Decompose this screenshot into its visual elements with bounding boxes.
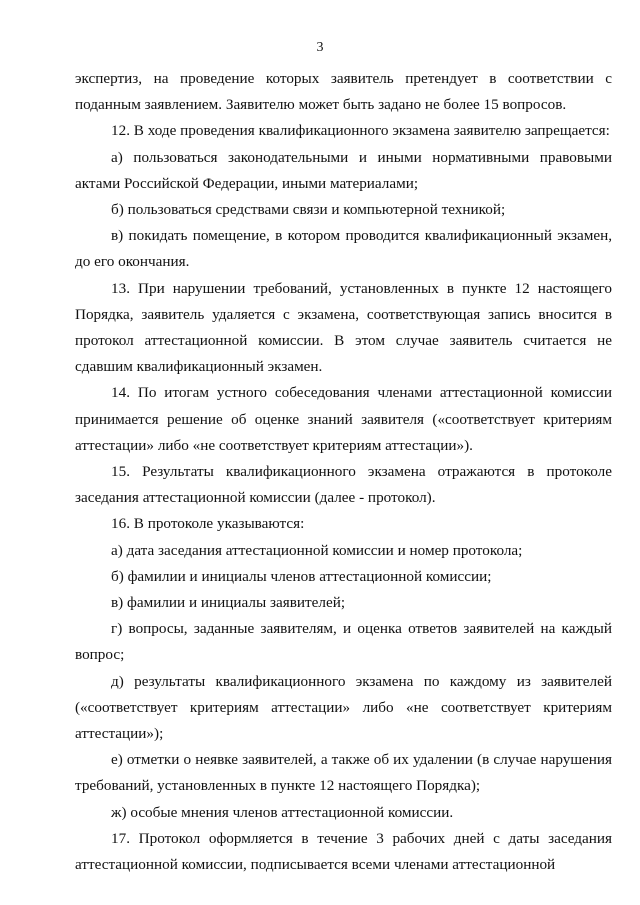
paragraph-14: 14. По итогам устного собеседования членами аттестационной комиссии принимается решение об оценке знаний заявителя («соответствует критериям аттестации» либо «не соответствует критериям аттестации»). (75, 384, 612, 454)
paragraph-16-item-d: г) вопросы, заданные заявителям, и оценка ответов заявителей на каждый вопрос; (75, 620, 612, 664)
paragraph-11-continuation: экспертиз, на проведение которых заявитель претендует в соответствии с поданным заявлением. Заявителю может быть задано не более 15 вопросов. (75, 70, 612, 114)
paragraph-16: 16. В протоколе указываются: (111, 515, 305, 533)
paragraph-15: 15. Результаты квалификационного экзамена отражаются в протоколе заседания аттестационной комиссии (далее - протокол). (75, 463, 612, 507)
paragraph-12: 12. В ходе проведения квалификационного экзамена заявителю запрещается: (111, 122, 610, 140)
paragraph-16-item-a: а) дата заседания аттестационной комиссии и номер протокола; (111, 541, 523, 559)
page-number: 3 (316, 40, 324, 55)
paragraph-13: 13. При нарушении требований, установленных в пункте 12 настоящего Порядка, заявитель удаляется с экзамена, соответствующая запись вносится в протокол аттестационной комиссии. В этом случае заявитель считается не сдавшим квалификационный экзамен. (75, 279, 612, 376)
document-body (75, 66, 612, 878)
paragraph-16-item-c: в) фамилии и инициалы заявителей; (111, 594, 346, 612)
paragraph-16-item-g: ж) особые мнения членов аттестационной комиссии. (111, 803, 454, 821)
paragraph-16-item-b: б) фамилии и инициалы членов аттестационной комиссии; (111, 567, 492, 585)
paragraph-12-item-c: в) покидать помещение, в котором проводится квалификационный экзамен, до его окончания. (75, 227, 612, 271)
paragraph-17: 17. Протокол оформляется в течение 3 рабочих дней с даты заседания аттестационной комиссии, подписывается всеми членами аттестационной (75, 829, 612, 874)
paragraph-12-item-a: а) пользоваться законодательными и иными нормативными правовыми актами Российской Федерации, иными материалами; (75, 148, 612, 192)
paragraph-16-item-f: е) отметки о неявке заявителей, а также об их удалении (в случае нарушения требований, установленных в пункте 12 настоящего Порядка); (75, 751, 612, 795)
paragraph-16-item-e: д) результаты квалификационного экзамена по каждому из заявителей («соответствует критериям аттестации» либо «не соответствует критериям аттестации»); (75, 672, 612, 743)
paragraph-12-item-b: б) пользоваться средствами связи и компьютерной техникой; (111, 201, 506, 219)
